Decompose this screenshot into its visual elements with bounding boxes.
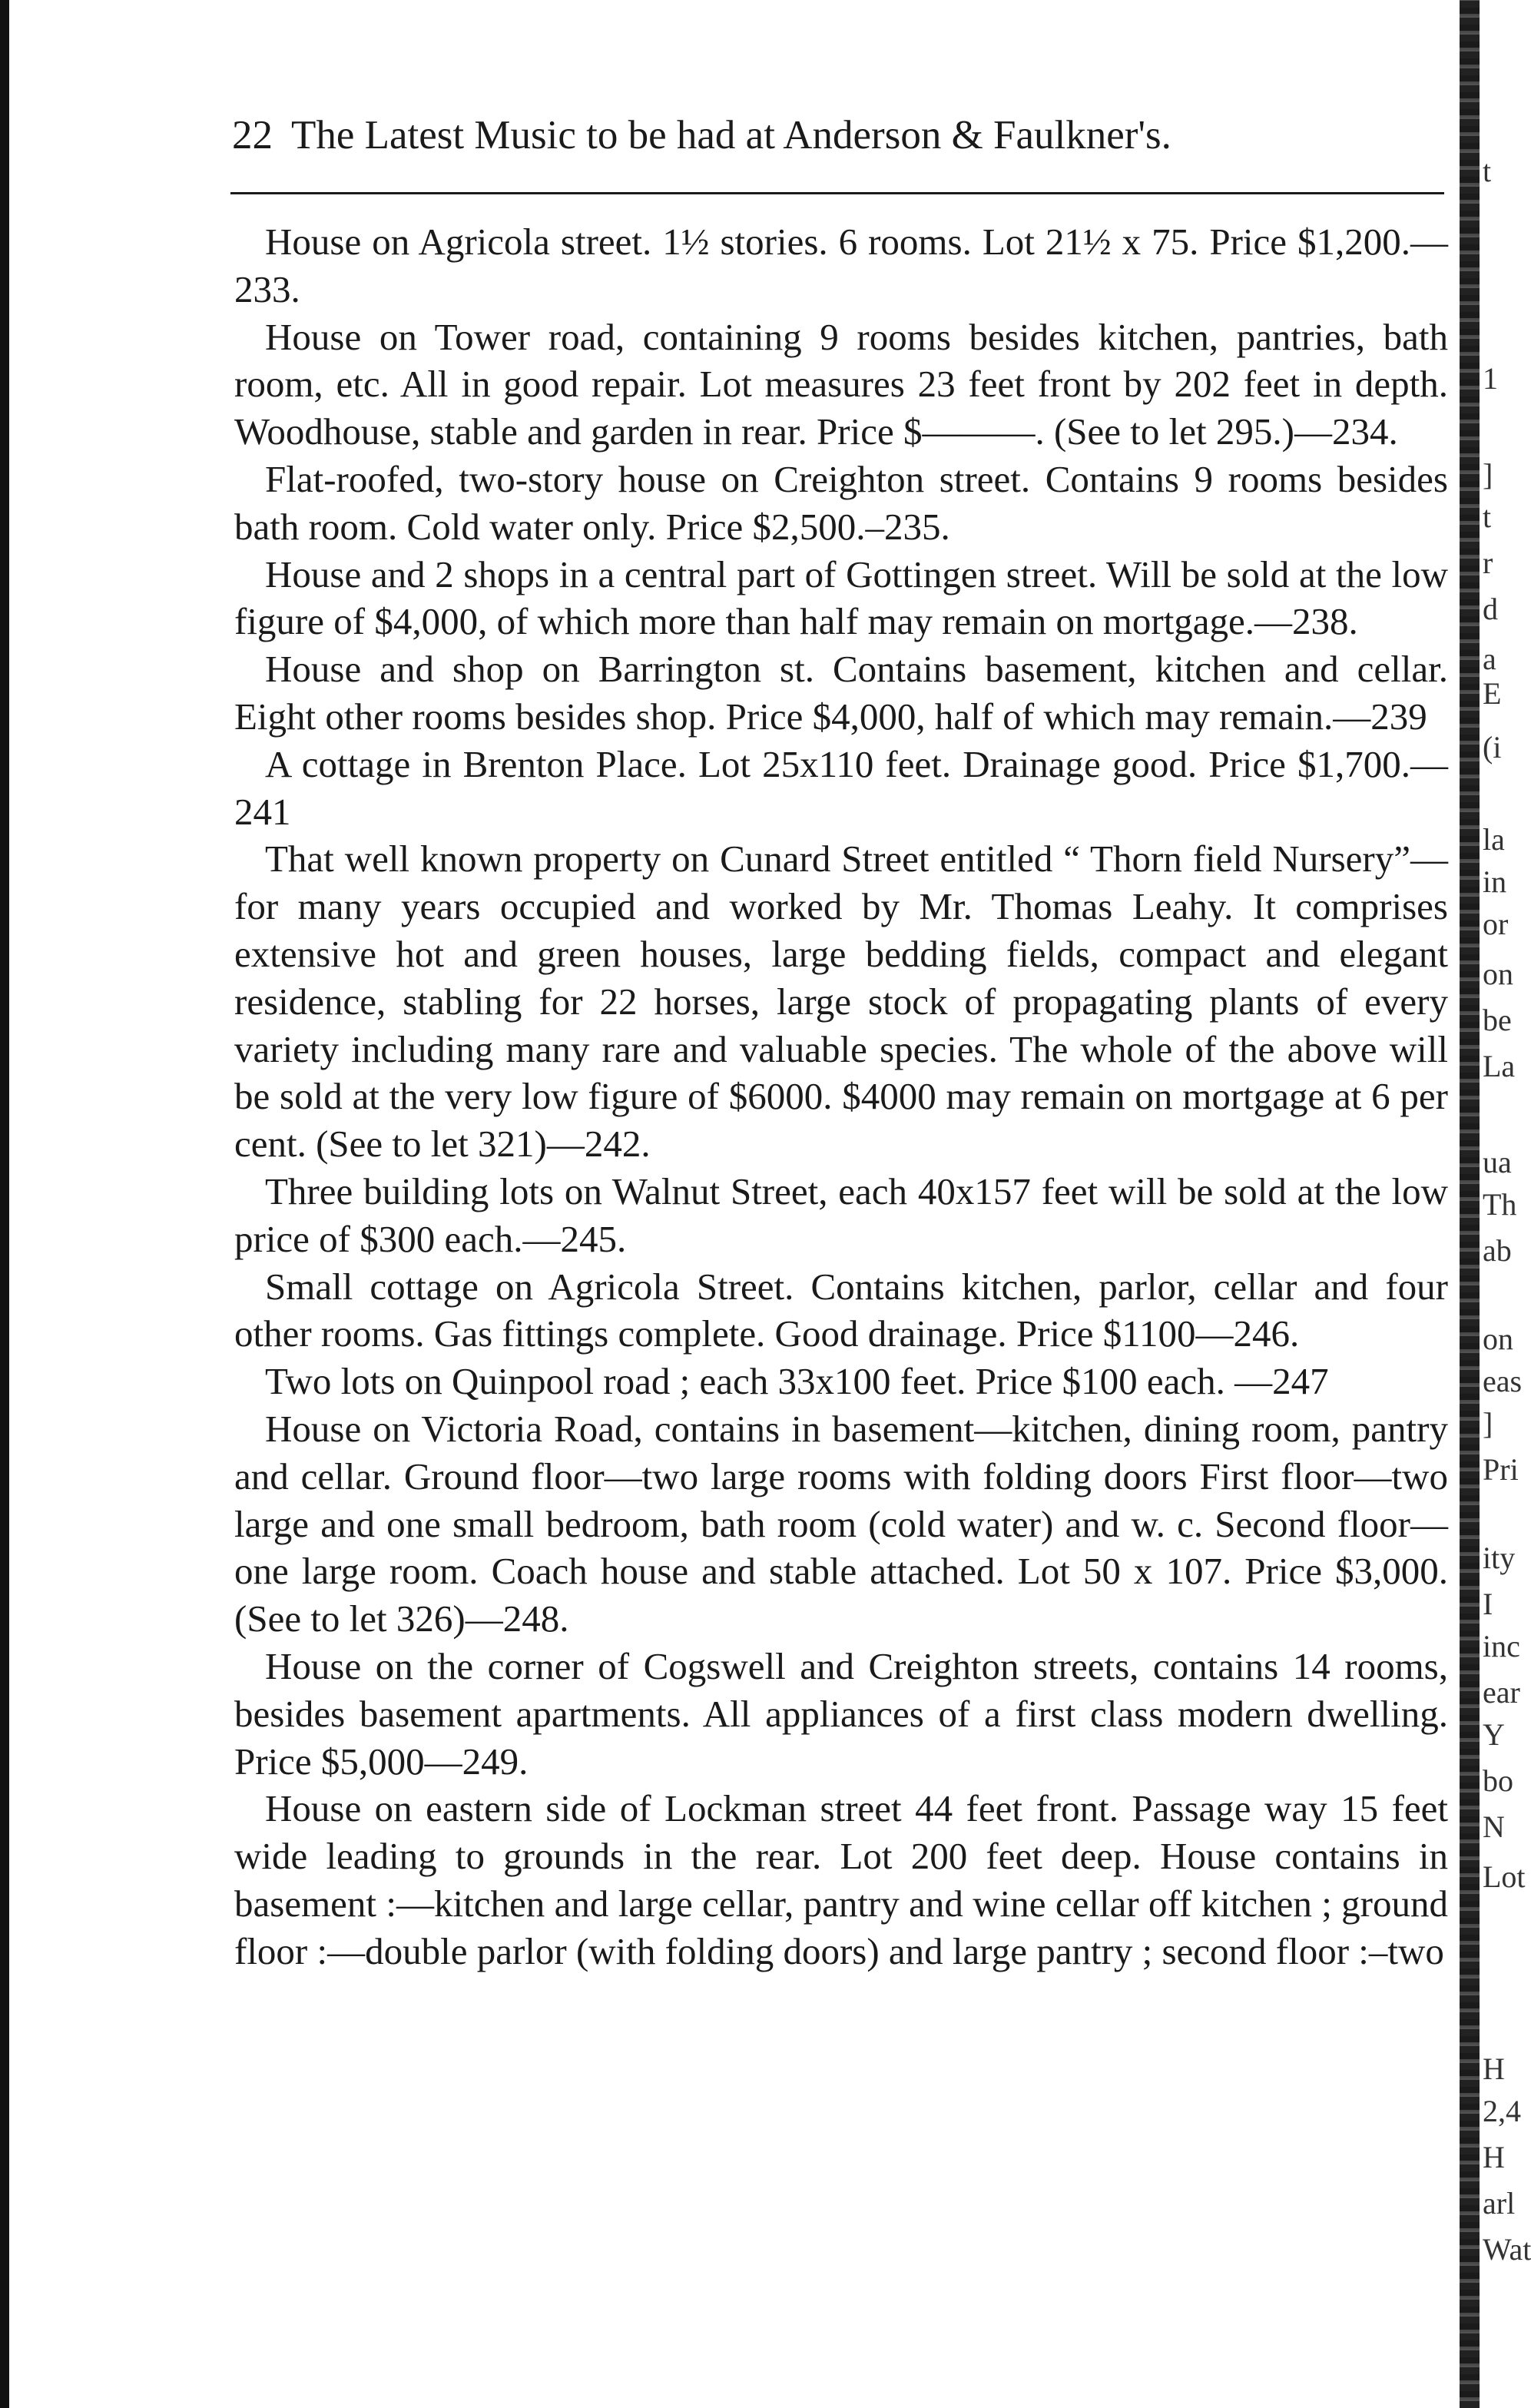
adjacent-page-fragment: Y <box>1483 1717 1505 1752</box>
property-listing: Three building lots on Walnut Street, each 40x157 feet will be sold at the low price of $300 each.—245. <box>234 1169 1448 1260</box>
page-left-edge-shadow <box>0 0 9 2408</box>
adjacent-page-fragment: on <box>1483 957 1513 991</box>
adjacent-page-fragment: r <box>1483 546 1493 580</box>
adjacent-page-strip <box>1460 0 1531 2408</box>
running-title: The Latest Music to be had at Anderson & Faulkner's. <box>291 113 1171 158</box>
page-number: 22 <box>232 113 273 158</box>
adjacent-page-fragment: I <box>1483 1587 1493 1621</box>
adjacent-page-fragment: a <box>1483 642 1496 676</box>
adjacent-page-fragment: N <box>1483 1809 1505 1844</box>
adjacent-page-fragment: ab <box>1483 1233 1512 1268</box>
adjacent-page-fragment: ity <box>1483 1541 1516 1575</box>
property-listing: House and 2 shops in a central part of Gottingen street. Will be sold at the low figure of $4,000, of which more than half may remain on mortgage.—238. <box>234 552 1448 643</box>
property-listing: House and shop on Barrington st. Contains basement, kitchen and cellar. Eight other rooms besides shop. Price $4,000, half of which may remain.—239 <box>234 648 1448 738</box>
adjacent-page-fragment: 1 <box>1483 361 1498 396</box>
adjacent-page-fragment: t <box>1483 499 1492 534</box>
adjacent-page-fragment: E <box>1483 676 1502 711</box>
property-listing: House on Victoria Road, contains in basement—kitchen, dining room, pantry and cellar. Ground floor—two large rooms with folding doors First floor—two large and one small bedroom, bath room (cold water) and w. c. Second floor—one large room. Coach house and stable attached. Lot 50 x 107. Price $3,000. (See to let 326)—248. <box>234 1407 1448 1640</box>
property-listing: Flat-roofed, two-story house on Creighton street. Contains 9 rooms besides bath room. Cold water only. Price $2,500.–235. <box>234 457 1448 548</box>
adjacent-page-fragment: ear <box>1483 1675 1520 1710</box>
adjacent-page-fragment: eas <box>1483 1364 1523 1398</box>
adjacent-page-fragment: or <box>1483 907 1509 941</box>
header-rule <box>230 192 1444 194</box>
adjacent-page-fragment: H <box>1483 2051 1505 2086</box>
property-listing: A cottage in Brenton Place. Lot 25x110 feet. Drainage good. Price $1,700.—241 <box>234 742 1448 833</box>
adjacent-page-fragment: on <box>1483 1322 1513 1356</box>
adjacent-page-fragment: (i <box>1483 730 1502 765</box>
adjacent-page-fragment: ] <box>1483 1406 1493 1441</box>
property-listing: House on Tower road, containing 9 rooms besides kitchen, pantries, bath room, etc. All in good repair. Lot measures 23 feet front by 202 feet in depth. Woodhouse, stable and garden in rear. Price $———. (See to let 295.)—234. <box>234 315 1448 453</box>
adjacent-page-fragment: H <box>1483 2140 1505 2174</box>
property-listing: House on the corner of Cogswell and Creighton streets, contains 14 rooms, besides basement apartments. All appliances of a first class modern dwelling. Price $5,000—249. <box>234 1644 1448 1783</box>
adjacent-page-fragment: la <box>1483 822 1505 857</box>
adjacent-page-fragment: bo <box>1483 1763 1513 1798</box>
property-listing: House on eastern side of Lockman street 44 feet front. Passage way 15 feet wide leading to grounds in the rear. Lot 200 feet deep. House contains in basement :—kitchen and large cellar, pantry and wine cellar off kitchen ; ground floor :—double parlor (with folding doors) and large pantry ; second floor :–two <box>234 1787 1448 1972</box>
running-header <box>232 111 1430 159</box>
adjacent-page-fragment: inc <box>1483 1629 1520 1663</box>
property-listing: That well known property on Cunard Street entitled “ Thorn field Nursery”—for many years occupied and worked by Mr. Thomas Leahy. It comprises extensive hot and green houses, large bedding fields, compact and elegant residence, stabling for 22 horses, large stock of propagating plants of every variety including many rare and valuable species. The whole of the above will be sold at the very low figure of $6000. $4000 may remain on mortgage at 6 per cent. (See to let 321)—242. <box>234 837 1448 1166</box>
adjacent-page-fragment: Th <box>1483 1187 1517 1222</box>
adjacent-page-fragment: ] <box>1483 457 1493 492</box>
adjacent-page-fragment: La <box>1483 1049 1516 1083</box>
property-listing: House on Agricola street. 1½ stories. 6 rooms. Lot 21½ x 75. Price $1,200.—233. <box>234 221 1448 310</box>
property-listing: Two lots on Quinpool road ; each 33x100 feet. Price $100 each. —247 <box>265 1360 1329 1403</box>
adjacent-page-fragment: in <box>1483 864 1507 899</box>
adjacent-page-fragment: d <box>1483 592 1498 626</box>
adjacent-page-fragment: ua <box>1483 1145 1512 1179</box>
adjacent-page-fragment: t <box>1483 154 1492 188</box>
adjacent-page-fragment: Wat <box>1483 2232 1531 2267</box>
adjacent-page-fragment: be <box>1483 1003 1512 1037</box>
property-listing: Small cottage on Agricola Street. Contains kitchen, parlor, cellar and four other rooms. Gas fittings complete. Good drainage. Price $1100—246. <box>234 1265 1448 1355</box>
adjacent-page-fragment: arl <box>1483 2186 1516 2221</box>
book-binding-gutter <box>1460 0 1480 2408</box>
adjacent-page-fragment: Lot <box>1483 1859 1526 1894</box>
listings-column <box>234 218 1448 1975</box>
adjacent-page-fragment: 2,4 <box>1483 2094 1521 2128</box>
adjacent-page-fragment: Pri <box>1483 1452 1519 1487</box>
